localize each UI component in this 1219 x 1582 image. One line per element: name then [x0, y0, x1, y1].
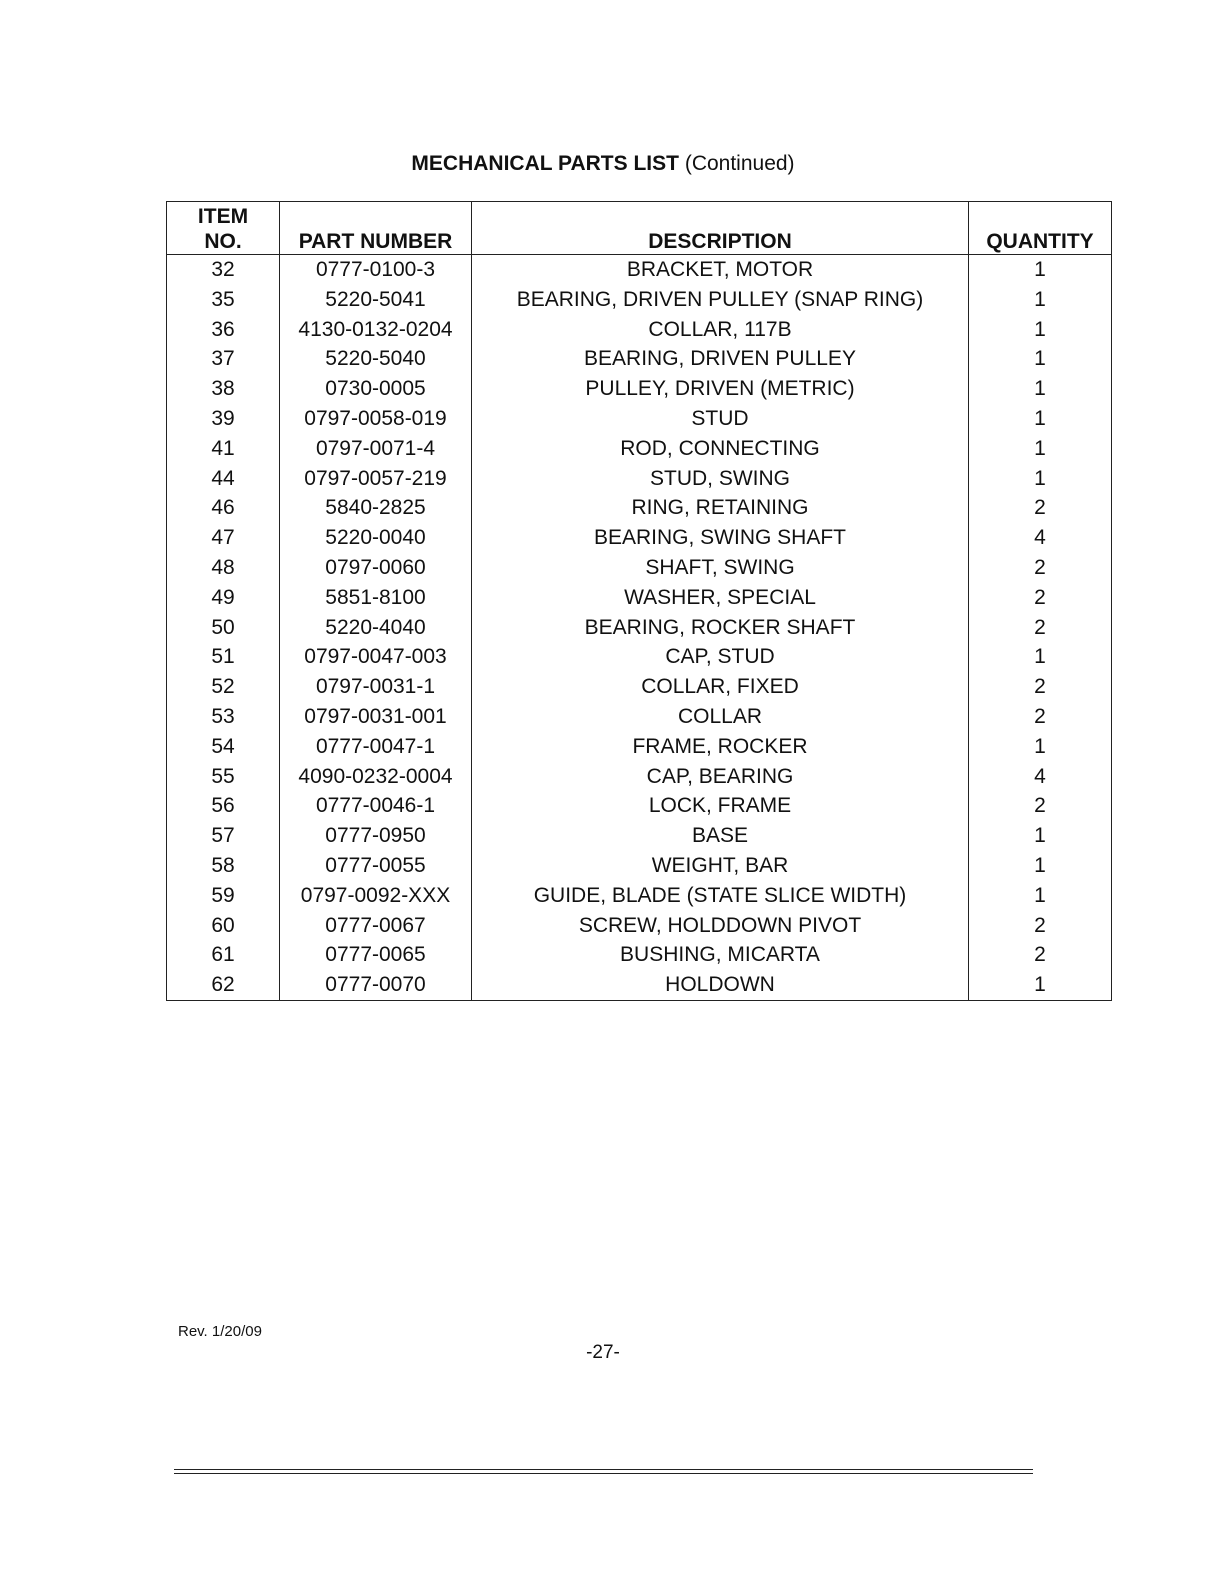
table-row: [167, 970, 1112, 1000]
cell-part-number: 0797-0047-003: [280, 642, 472, 672]
table-row: [167, 464, 1112, 494]
cell-item-no: 54: [167, 732, 280, 762]
table-row: [167, 613, 1112, 643]
cell-part-number: 4130-0132-0204: [280, 315, 472, 345]
table-row: [167, 791, 1112, 821]
cell-part-number: 0797-0058-019: [280, 404, 472, 434]
cell-description: BEARING, SWING SHAFT: [472, 523, 969, 553]
table-header-row: [167, 202, 1112, 255]
cell-quantity: 1: [969, 732, 1112, 762]
parts-table: [166, 201, 1112, 1001]
cell-quantity: 4: [969, 762, 1112, 792]
cell-description: GUIDE, BLADE (STATE SLICE WIDTH): [472, 881, 969, 911]
cell-part-number: 4090-0232-0004: [280, 762, 472, 792]
page-title-main: MECHANICAL PARTS LIST: [411, 152, 679, 175]
page-title: [0, 150, 1206, 178]
cell-item-no: 52: [167, 672, 280, 702]
cell-part-number: 5840-2825: [280, 493, 472, 523]
cell-item-no: 35: [167, 285, 280, 315]
cell-item-no: 56: [167, 791, 280, 821]
table-row: [167, 762, 1112, 792]
table-row: [167, 732, 1112, 762]
cell-description: FRAME, ROCKER: [472, 732, 969, 762]
cell-quantity: 2: [969, 791, 1112, 821]
parts-table-body: [167, 255, 1112, 1001]
cell-item-no: 51: [167, 642, 280, 672]
cell-part-number: 5220-5041: [280, 285, 472, 315]
cell-part-number: 0777-0070: [280, 970, 472, 1000]
cell-part-number: 5220-4040: [280, 613, 472, 643]
cell-description: BEARING, ROCKER SHAFT: [472, 613, 969, 643]
cell-item-no: 60: [167, 911, 280, 941]
cell-item-no: 57: [167, 821, 280, 851]
cell-quantity: 1: [969, 464, 1112, 494]
cell-item-no: 37: [167, 344, 280, 374]
header-part-number: PART NUMBER: [280, 202, 472, 255]
table-row: [167, 315, 1112, 345]
cell-quantity: 1: [969, 255, 1112, 285]
cell-item-no: 32: [167, 255, 280, 285]
cell-quantity: 1: [969, 851, 1112, 881]
table-row: [167, 344, 1112, 374]
cell-item-no: 49: [167, 583, 280, 613]
cell-quantity: 1: [969, 404, 1112, 434]
cell-item-no: 46: [167, 493, 280, 523]
table-row: [167, 583, 1112, 613]
cell-quantity: 2: [969, 702, 1112, 732]
cell-description: LOCK, FRAME: [472, 791, 969, 821]
cell-quantity: 2: [969, 911, 1112, 941]
cell-description: WEIGHT, BAR: [472, 851, 969, 881]
cell-quantity: 1: [969, 285, 1112, 315]
table-row: [167, 702, 1112, 732]
cell-quantity: 1: [969, 881, 1112, 911]
cell-part-number: 0797-0031-1: [280, 672, 472, 702]
cell-item-no: 48: [167, 553, 280, 583]
cell-quantity: 1: [969, 374, 1112, 404]
cell-description: SCREW, HOLDDOWN PIVOT: [472, 911, 969, 941]
cell-part-number: 0777-0067: [280, 911, 472, 941]
page-number: -27-: [586, 1342, 620, 1363]
cell-description: COLLAR: [472, 702, 969, 732]
footer-double-rule: [174, 1469, 1033, 1474]
cell-item-no: 41: [167, 434, 280, 464]
cell-item-no: 44: [167, 464, 280, 494]
cell-description: STUD, SWING: [472, 464, 969, 494]
table-row: [167, 940, 1112, 970]
header-description: DESCRIPTION: [472, 202, 969, 255]
cell-quantity: 1: [969, 970, 1112, 1000]
table-row: [167, 881, 1112, 911]
table-row: [167, 255, 1112, 285]
cell-description: CAP, STUD: [472, 642, 969, 672]
cell-item-no: 55: [167, 762, 280, 792]
cell-description: BEARING, DRIVEN PULLEY (SNAP RING): [472, 285, 969, 315]
cell-description: ROD, CONNECTING: [472, 434, 969, 464]
cell-item-no: 50: [167, 613, 280, 643]
cell-quantity: 1: [969, 434, 1112, 464]
table-row: [167, 911, 1112, 941]
table-row: [167, 821, 1112, 851]
revision-note: Rev. 1/20/09: [178, 1323, 262, 1340]
cell-description: COLLAR, FIXED: [472, 672, 969, 702]
cell-part-number: 0777-0055: [280, 851, 472, 881]
cell-quantity: 2: [969, 553, 1112, 583]
cell-item-no: 53: [167, 702, 280, 732]
cell-quantity: 2: [969, 613, 1112, 643]
cell-part-number: 5220-0040: [280, 523, 472, 553]
page-title-suffix: (Continued): [684, 152, 795, 175]
table-row: [167, 672, 1112, 702]
cell-item-no: 62: [167, 970, 280, 1000]
cell-part-number: 0797-0060: [280, 553, 472, 583]
cell-part-number: 5220-5040: [280, 344, 472, 374]
table-row: [167, 285, 1112, 315]
cell-description: RING, RETAINING: [472, 493, 969, 523]
cell-item-no: 61: [167, 940, 280, 970]
cell-item-no: 38: [167, 374, 280, 404]
cell-part-number: 0797-0057-219: [280, 464, 472, 494]
table-row: [167, 404, 1112, 434]
header-item-line1: ITEM: [197, 205, 249, 228]
table-row: [167, 851, 1112, 881]
cell-description: CAP, BEARING: [472, 762, 969, 792]
cell-quantity: 4: [969, 523, 1112, 553]
cell-part-number: 0777-0065: [280, 940, 472, 970]
cell-description: STUD: [472, 404, 969, 434]
cell-quantity: 2: [969, 940, 1112, 970]
table-row: [167, 434, 1112, 464]
cell-quantity: 2: [969, 672, 1112, 702]
cell-quantity: 1: [969, 821, 1112, 851]
header-quantity: QUANTITY: [969, 202, 1112, 255]
cell-quantity: 2: [969, 583, 1112, 613]
cell-description: SHAFT, SWING: [472, 553, 969, 583]
cell-item-no: 47: [167, 523, 280, 553]
cell-part-number: 0797-0092-XXX: [280, 881, 472, 911]
cell-item-no: 36: [167, 315, 280, 345]
cell-item-no: 58: [167, 851, 280, 881]
cell-quantity: 1: [969, 344, 1112, 374]
cell-part-number: 0730-0005: [280, 374, 472, 404]
cell-quantity: 1: [969, 642, 1112, 672]
cell-part-number: 0777-0046-1: [280, 791, 472, 821]
header-item-no: [167, 202, 280, 255]
cell-part-number: 0797-0071-4: [280, 434, 472, 464]
cell-part-number: 0777-0047-1: [280, 732, 472, 762]
cell-description: BASE: [472, 821, 969, 851]
cell-description: BEARING, DRIVEN PULLEY: [472, 344, 969, 374]
cell-description: PULLEY, DRIVEN (METRIC): [472, 374, 969, 404]
cell-item-no: 59: [167, 881, 280, 911]
cell-part-number: 5851-8100: [280, 583, 472, 613]
cell-description: BUSHING, MICARTA: [472, 940, 969, 970]
cell-quantity: 2: [969, 493, 1112, 523]
cell-quantity: 1: [969, 315, 1112, 345]
cell-description: COLLAR, 117B: [472, 315, 969, 345]
header-item-line2: NO.: [204, 230, 242, 253]
cell-description: WASHER, SPECIAL: [472, 583, 969, 613]
table-row: [167, 553, 1112, 583]
cell-part-number: 0777-0950: [280, 821, 472, 851]
table-row: [167, 642, 1112, 672]
table-row: [167, 374, 1112, 404]
cell-description: HOLDOWN: [472, 970, 969, 1000]
cell-item-no: 39: [167, 404, 280, 434]
table-row: [167, 523, 1112, 553]
cell-description: BRACKET, MOTOR: [472, 255, 969, 285]
cell-part-number: 0777-0100-3: [280, 255, 472, 285]
cell-part-number: 0797-0031-001: [280, 702, 472, 732]
table-row: [167, 493, 1112, 523]
